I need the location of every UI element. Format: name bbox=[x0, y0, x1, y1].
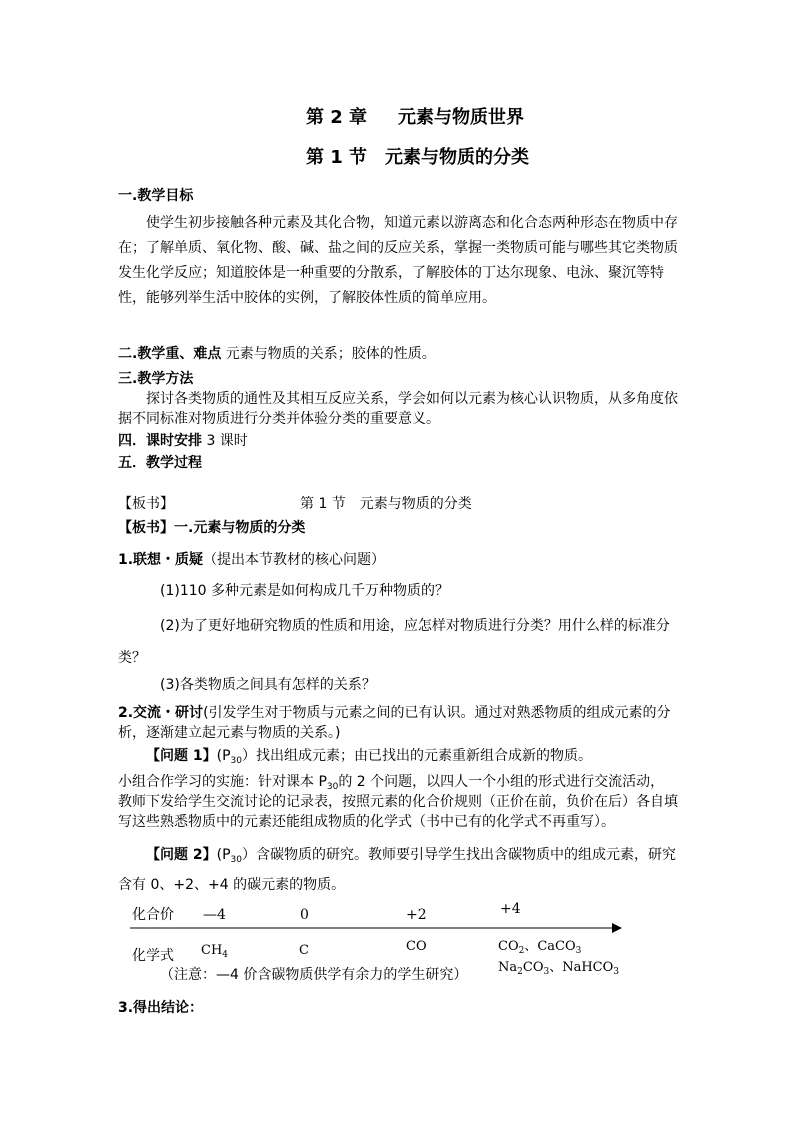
schedule-line bbox=[118, 431, 248, 451]
formula-co2-sub: 2 bbox=[518, 946, 525, 956]
chapter-title: 元素与物质世界 bbox=[398, 107, 524, 128]
part2-heading: 2.交流・研讨 bbox=[118, 705, 204, 721]
valence-row-label: 化合价 bbox=[132, 907, 174, 923]
section-heading-method: 三.教学方法 bbox=[118, 371, 194, 387]
part1-heading: 1.联想・质疑 bbox=[118, 552, 204, 568]
question-2: (2)为了更好地研究物质的性质和用途，应怎样对物质进行分类？用什么样的标准分类？ bbox=[118, 618, 670, 666]
goals-paragraph: 使学生初步接触各种元素及其化合物，知道元素以游离态和化合态两种形态在物质中存在；了解单质、氧化物、酸、碱、盐之间的反应关系，掌握一类物质可能与哪些其它类物质发生化学反应；知道胶体是一种重要的分散系，了解胶体的丁达尔现象、电泳、聚沉等特性，能够列举生活中胶体的实例，了解胶体性质的简单应用。 bbox=[118, 215, 678, 306]
method-paragraph: 探讨各类物质的通性及其相互反应关系，学会如何以元素为核心认识物质，从多角度依据不同标准对物质进行分类并体验分类的重要意义。 bbox=[118, 391, 678, 427]
valence-note: （注意：—4 价含碳物质供学有余力的学生研究） bbox=[160, 967, 468, 983]
board-tag-1: 【板书】 bbox=[118, 496, 174, 512]
part3-heading: 3.得出结论： bbox=[118, 1000, 204, 1016]
section-heading-key-points: 二.教学重、难点 bbox=[118, 346, 222, 362]
problem-2-paragraph bbox=[118, 840, 678, 900]
formula-ch4-main: CH bbox=[201, 943, 223, 958]
valence-0: 0 bbox=[300, 907, 309, 923]
problem-1-label: 【问题 1】 bbox=[146, 748, 217, 764]
section-heading-schedule: 四．课时安排 bbox=[118, 433, 202, 449]
problem-2-label: 【问题 2】 bbox=[146, 847, 217, 863]
formula-ch4 bbox=[201, 941, 228, 961]
valence-axis-arrow bbox=[130, 920, 625, 936]
formula-nahco3-sub: 3 bbox=[613, 967, 620, 977]
section-heading-process: 五．教学过程 bbox=[118, 455, 202, 471]
formula-nahco3-main: 、NaHCO bbox=[549, 960, 614, 975]
part2-note: (引发学生对于物质与元素之间的已有认识。通过对熟悉物质的组成元素的分析，逐渐建立起元素与物质的关系。) bbox=[118, 705, 671, 741]
board-line-2 bbox=[118, 518, 305, 538]
key-points-text: 元素与物质的关系；胶体的性质。 bbox=[225, 346, 436, 362]
formula-co3-main: CO bbox=[522, 960, 544, 975]
formula-row-label: 化学式 bbox=[132, 948, 174, 964]
problem-2-ref-sub: 30 bbox=[230, 855, 242, 865]
formula-co: CO bbox=[406, 939, 427, 954]
board-text-2: 一.元素与物质的分类 bbox=[174, 520, 306, 536]
board-tag-2: 【板书】 bbox=[118, 520, 174, 536]
valence-plus2: +2 bbox=[406, 907, 427, 923]
question-3: (3)各类物质之间具有怎样的关系？ bbox=[160, 677, 376, 693]
group-work-pre: 小组合作学习的实施：针对课本 P bbox=[118, 774, 327, 790]
problem-2-text: ）含碳物质的研究。教师要引导学生找出含碳物质中的组成元素，研究含有 0、+2、+4 的碳元素的物质。 bbox=[118, 847, 676, 893]
board-text-1: 第 1 节 元素与物质的分类 bbox=[300, 496, 472, 512]
formula-na2co3-nahco3 bbox=[498, 958, 619, 978]
group-work-sub: 30 bbox=[326, 782, 339, 792]
group-work-paragraph bbox=[118, 772, 678, 832]
problem-1-line bbox=[146, 746, 592, 766]
question-1: (1)110 多种元素是如何构成几千万种物质的？ bbox=[160, 583, 450, 599]
schedule-text: 3 课时 bbox=[206, 433, 248, 449]
formula-c: C bbox=[299, 943, 309, 958]
section-title: 第 1 节 元素与物质的分类 bbox=[306, 147, 530, 168]
problem-1-ref-sub: 30 bbox=[230, 756, 242, 766]
section-heading-goals: 一.教学目标 bbox=[118, 188, 194, 204]
formula-co2-caco3 bbox=[498, 937, 581, 957]
problem-1-ref: (P bbox=[216, 748, 231, 764]
group-work-post: 的 2 个问题，以四人一个小组的形式进行交流活动，教师下发给学生交流讨论的记录表，按照元素的化合价规则（正价在前，负价在后）各自填写这些熟悉物质中的元素还能组成物质的化学式（书中已有的化学式不再重写）。 bbox=[118, 774, 678, 830]
formula-na-sub: 2 bbox=[517, 967, 523, 977]
formula-caco3-main: 、CaCO bbox=[524, 939, 576, 954]
chapter-number: 第 2 章 bbox=[306, 107, 368, 128]
formula-co3-sub: 3 bbox=[543, 967, 550, 977]
part1-line bbox=[118, 550, 385, 570]
part1-note: （提出本节教材的核心问题） bbox=[203, 552, 386, 568]
formula-ch4-sub: 4 bbox=[222, 950, 229, 960]
formula-na-main: Na bbox=[498, 960, 518, 975]
key-points-line bbox=[118, 344, 436, 364]
formula-caco3-sub: 3 bbox=[575, 946, 582, 956]
valence-minus4: —4 bbox=[203, 907, 226, 923]
valence-plus4: +4 bbox=[500, 901, 521, 917]
problem-2-ref: (P bbox=[216, 847, 231, 863]
problem-1-text: ）找出组成元素；由已找出的元素重新组合成新的物质。 bbox=[241, 748, 592, 764]
part2-paragraph bbox=[118, 703, 678, 743]
formula-co2-main: CO bbox=[498, 939, 519, 954]
